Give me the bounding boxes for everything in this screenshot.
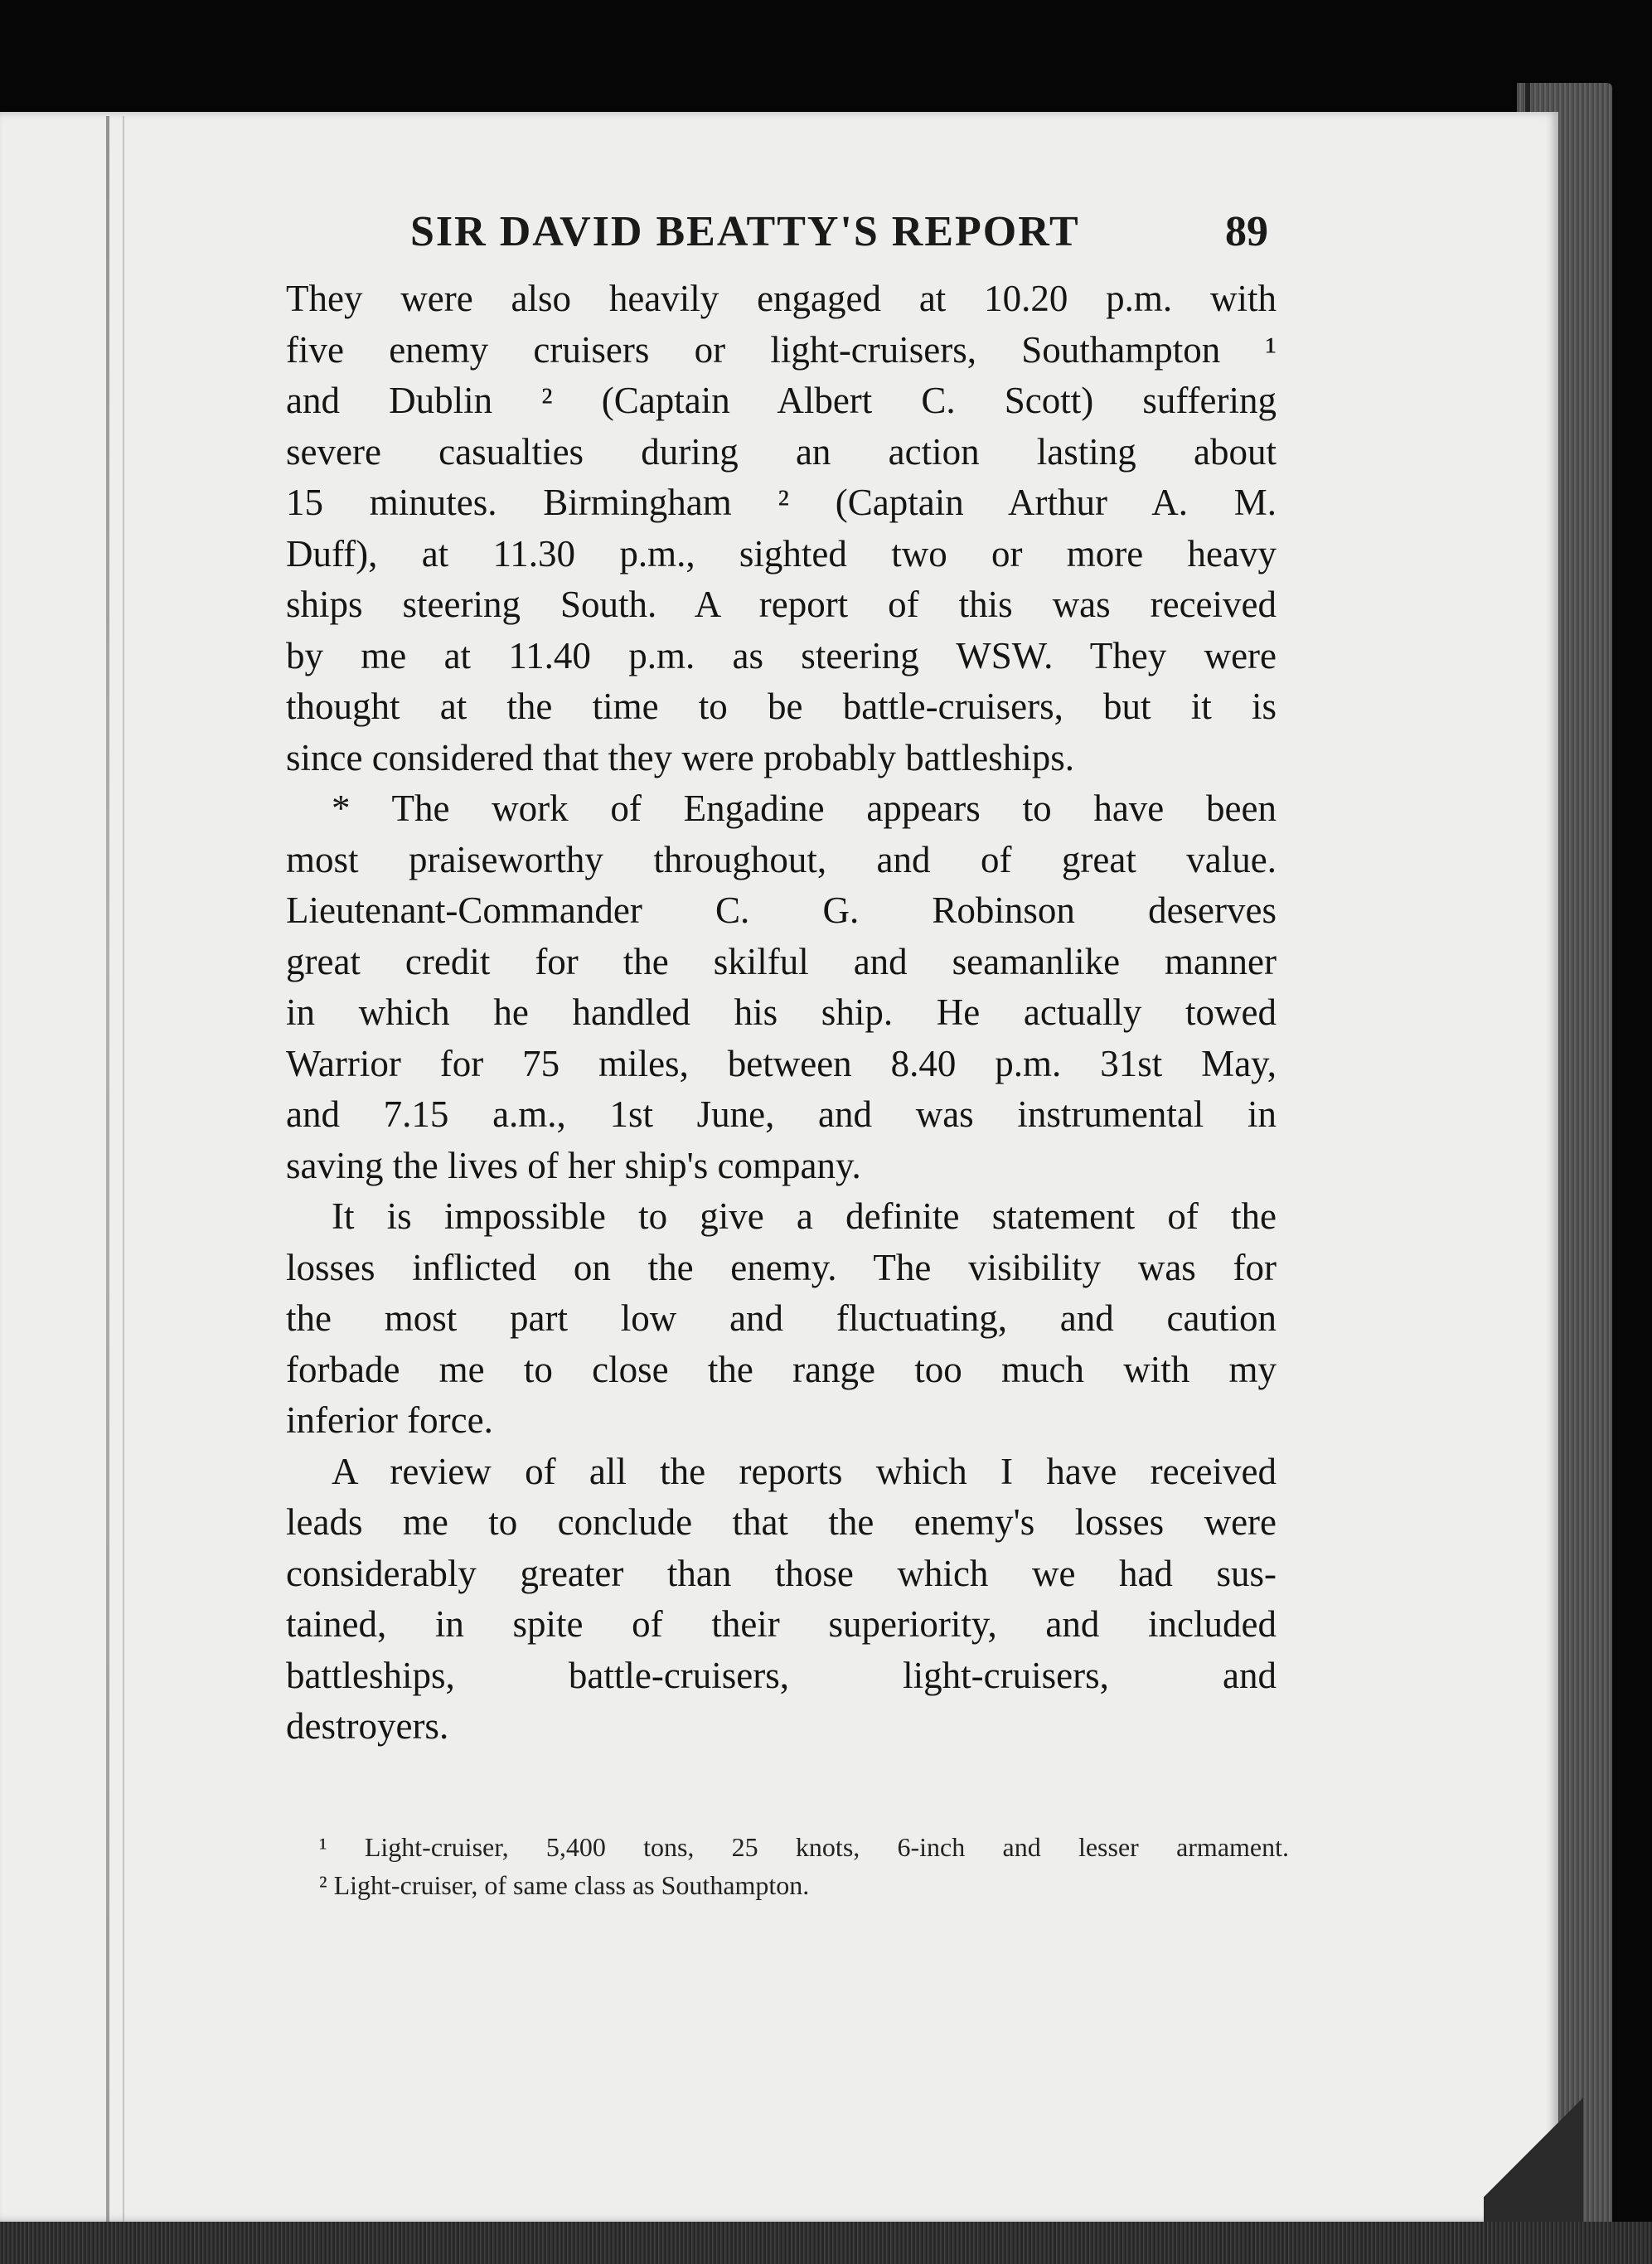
- body-line: 15 minutes. Birmingham ² (Captain Arthur A. M.: [286, 482, 1277, 523]
- body-line: five enemy cruisers or light-cruisers, Southampton ¹: [286, 328, 1277, 371]
- page-corner-curl: [1484, 2056, 1583, 2238]
- footnote: ² Light-cruiser, of same class as Southampton.: [319, 1870, 810, 1900]
- body-line: considerably greater than those which we had sus-: [286, 1552, 1277, 1594]
- running-head-title: SIR DAVID BEATTY'S REPORT: [410, 208, 1080, 255]
- body-line: and Dublin ² (Captain Albert C. Scott) suffering: [286, 380, 1277, 421]
- body-line: great credit for the skilful and seamanlike manner: [286, 940, 1277, 982]
- body-line: Warrior for 75 miles, between 8.40 p.m. 31st May,: [286, 1042, 1277, 1084]
- page-gutter-shadow: [106, 116, 109, 2222]
- page-number: 89: [1225, 208, 1268, 255]
- body-line: leads me to conclude that the enemy's losses were: [286, 1501, 1277, 1543]
- paragraph-first-line: A review of all the reports which I have received: [332, 1450, 1277, 1492]
- body-line: the most part low and fluctuating, and caution: [286, 1297, 1277, 1339]
- body-line: They were also heavily engaged at 10.20 p.m. with: [286, 278, 1277, 319]
- body-line: saving the lives of her ship's company.: [286, 1144, 861, 1186]
- body-line: battleships, battle-cruisers, light-cruisers, and: [286, 1654, 1277, 1696]
- body-line: and 7.15 a.m., 1st June, and was instrumental in: [286, 1093, 1277, 1135]
- body-line: thought at the time to be battle-cruisers, but it is: [286, 686, 1277, 727]
- body-line: most praiseworthy throughout, and of great value.: [286, 838, 1277, 880]
- body-line: Lieutenant-Commander C. G. Robinson deserves: [286, 890, 1277, 931]
- body-line: destroyers.: [286, 1705, 449, 1747]
- body-line: in which he handled his ship. He actually towed: [286, 991, 1277, 1033]
- paragraph-first-line: * The work of Engadine appears to have been: [332, 788, 1277, 829]
- body-line: by me at 11.40 p.m. as steering WSW. They were: [286, 634, 1277, 676]
- scan-bottom-edge: [0, 2222, 1652, 2264]
- page-gutter-fold: [123, 116, 124, 2222]
- body-line: since considered that they were probably battleships.: [286, 736, 1074, 778]
- body-line: forbade me to close the range too much with my: [286, 1348, 1277, 1390]
- body-line: ships steering South. A report of this was received: [286, 584, 1277, 625]
- running-head: [286, 207, 1277, 265]
- body-line: losses inflicted on the enemy. The visibility was for: [286, 1246, 1277, 1288]
- paragraph-first-line: It is impossible to give a definite statement of the: [332, 1195, 1277, 1237]
- footnote: ¹ Light-cruiser, 5,400 tons, 25 knots, 6-inch and lesser armament.: [319, 1832, 1289, 1862]
- page-text: [286, 207, 1277, 1753]
- body-line: tained, in spite of their superiority, and included: [286, 1603, 1277, 1645]
- body-line: inferior force.: [286, 1399, 493, 1441]
- footnotes: [319, 1828, 1289, 1904]
- body-line: severe casualties during an action lasting about: [286, 430, 1277, 473]
- body-line: Duff), at 11.30 p.m., sighted two or more heavy: [286, 532, 1277, 574]
